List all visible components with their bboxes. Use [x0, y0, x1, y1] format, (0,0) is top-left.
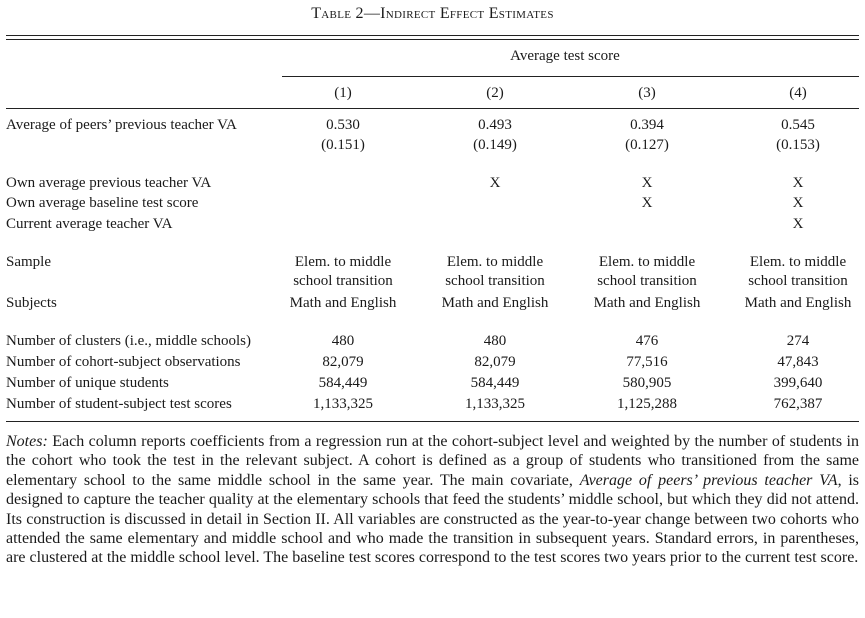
control-mark: X [792, 175, 804, 191]
row-label-unique-students: Number of unique students [6, 375, 169, 391]
subjects-cell: Math and English [593, 295, 701, 311]
column-header-1: (1) [334, 85, 352, 101]
row-label-clusters: Number of clusters (i.e., middle schools) [6, 333, 251, 349]
count-cell: 1,133,325 [465, 396, 525, 412]
coef-cell: 0.493 [478, 117, 512, 133]
control-mark: X [792, 195, 804, 211]
coef-cell: 0.545 [781, 117, 815, 133]
control-mark: X [641, 175, 653, 191]
column-header-4: (4) [789, 85, 807, 101]
subjects-cell: Math and English [744, 295, 852, 311]
se-cell: (0.153) [776, 137, 820, 153]
sample-cell-line1: Elem. to middle [598, 254, 696, 270]
count-cell: 399,640 [773, 375, 823, 391]
count-cell: 82,079 [474, 354, 516, 370]
row-label-test-scores: Number of student-subject test scores [6, 396, 232, 412]
row-label-current-va: Current average teacher VA [6, 216, 173, 232]
sample-cell-line2: school transition [597, 273, 697, 289]
count-cell: 476 [635, 333, 659, 349]
top-rule [6, 35, 859, 36]
se-cell: (0.151) [321, 137, 365, 153]
row-label-sample: Sample [6, 254, 51, 270]
count-cell: 480 [483, 333, 507, 349]
count-cell: 480 [331, 333, 355, 349]
count-cell: 584,449 [470, 375, 520, 391]
header-rule [6, 108, 859, 109]
row-label-subjects: Subjects [6, 295, 57, 311]
notes-text-part1: Each column reports coefficients from a regression run at the cohort-subject level and weighted by the number of students in the cohort who took the test in the relevant subject. A cohort is defined as a group of students who transitioned from the same elementary school to the same middle school in the same year. The main covariate, [6, 433, 859, 489]
row-label-peers-va: Average of peers’ previous teacher VA [6, 117, 237, 133]
top-rule-double [6, 39, 859, 40]
sample-cell-line1: Elem. to middle [294, 254, 392, 270]
sample-cell-line1: Elem. to middle [446, 254, 544, 270]
notes-text-part2: , is designed to capture the teacher quality at the elementary schools that feed the students’ middle school, but which they did not attend. Its construction is discussed in detail in Section II. All variables are constructed as the year-to-year change between two cohorts who attended the same elementary and middle school and who made the transition in subsequent years. Standard errors, in parentheses, are clustered at the middle school level. The baseline test scores correspond to the test scores two years prior to the current test score. [6, 471, 860, 567]
count-cell: 1,133,325 [313, 396, 373, 412]
sample-cell-line2: school transition [293, 273, 393, 289]
column-header-2: (2) [486, 85, 504, 101]
notes-lead: Notes: [6, 433, 48, 450]
group-header-rule [282, 76, 859, 77]
notes-covariate: Average of peers’ previous teacher VA [579, 471, 838, 489]
count-cell: 82,079 [322, 354, 364, 370]
sample-cell-line2: school transition [748, 273, 848, 289]
row-label-cohort-obs: Number of cohort-subject observations [6, 354, 241, 370]
coef-cell: 0.394 [630, 117, 664, 133]
group-header: Average test score [510, 48, 620, 64]
table-title: Table 2—Indirect Effect Estimates [311, 5, 554, 22]
subjects-cell: Math and English [441, 295, 549, 311]
column-header-3: (3) [638, 85, 656, 101]
count-cell: 1,125,288 [617, 396, 677, 412]
se-cell: (0.149) [473, 137, 517, 153]
count-cell: 47,843 [777, 354, 819, 370]
count-cell: 584,449 [318, 375, 368, 391]
sample-cell-line2: school transition [445, 273, 545, 289]
table-notes [6, 432, 859, 568]
count-cell: 274 [786, 333, 810, 349]
control-mark: X [792, 216, 804, 232]
coef-cell: 0.530 [326, 117, 360, 133]
count-cell: 580,905 [622, 375, 672, 391]
control-mark: X [489, 175, 501, 191]
sample-cell-line1: Elem. to middle [749, 254, 847, 270]
row-label-own-baseline: Own average baseline test score [6, 195, 199, 211]
se-cell: (0.127) [625, 137, 669, 153]
bottom-rule [6, 421, 859, 422]
row-label-own-prev-va: Own average previous teacher VA [6, 175, 212, 191]
control-mark: X [641, 195, 653, 211]
count-cell: 77,516 [626, 354, 668, 370]
count-cell: 762,387 [773, 396, 823, 412]
subjects-cell: Math and English [289, 295, 397, 311]
